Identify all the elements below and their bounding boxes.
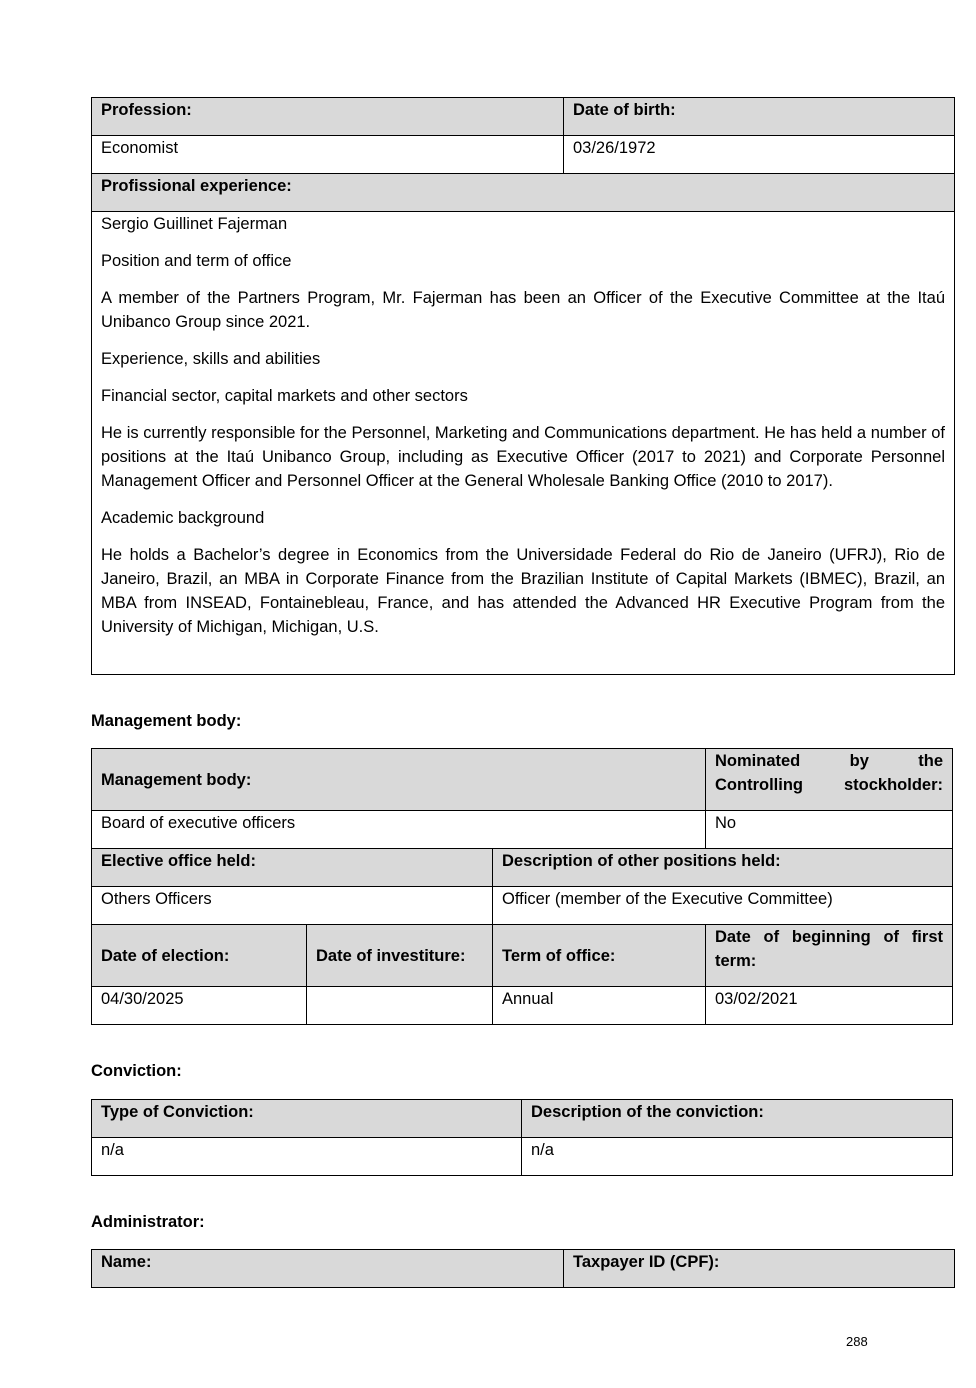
other-positions-label: Description of other positions held: (493, 849, 953, 887)
experience-paragraph: A member of the Partners Program, Mr. Fajerman has been an Officer of the Executive Committee at the Itaú Unibanco Group since 2021. (101, 289, 945, 331)
election-date-label: Date of election: (92, 925, 307, 987)
first-term-value: 03/02/2021 (706, 987, 953, 1025)
term-label: Term of office: (493, 925, 706, 987)
conviction-description-value: n/a (522, 1138, 953, 1176)
birth-date-value: 03/26/1972 (564, 136, 955, 174)
experience-heading: Academic background (101, 509, 265, 527)
elective-office-value: Others Officers (92, 887, 493, 925)
experience-label: Profissional experience: (92, 174, 955, 212)
term-value: Annual (493, 987, 706, 1025)
nominated-value: No (706, 811, 953, 849)
management-section-title: Management body: (91, 712, 242, 730)
experience-heading: Position and term of office (101, 252, 292, 270)
page-number: 288 (846, 1334, 868, 1349)
experience-heading: Experience, skills and abilities (101, 350, 321, 368)
election-date-value: 04/30/2025 (92, 987, 307, 1025)
elective-office-label: Elective office held: (92, 849, 493, 887)
nominated-label: Nominated by the Controlling stockholder: (706, 749, 953, 811)
conviction-type-value: n/a (92, 1138, 522, 1176)
administrator-cpf-label: Taxpayer ID (CPF): (564, 1250, 955, 1288)
conviction-description-label: Description of the conviction: (522, 1100, 953, 1138)
administrator-name-label: Name: (92, 1250, 564, 1288)
investiture-date-value (307, 987, 493, 1025)
other-positions-value: Officer (member of the Executive Committee) (493, 887, 953, 925)
administrator-table (91, 1249, 955, 1288)
experience-content (92, 212, 955, 675)
management-table (91, 748, 953, 1025)
management-body-value: Board of executive officers (92, 811, 706, 849)
conviction-table (91, 1099, 953, 1176)
conviction-type-label: Type of Conviction: (92, 1100, 522, 1138)
first-term-label: Date of beginning of first term: (706, 925, 953, 987)
experience-paragraph: Financial sector, capital markets and other sectors (101, 387, 468, 405)
birth-date-label: Date of birth: (564, 98, 955, 136)
profile-table (91, 97, 955, 675)
profession-value: Economist (92, 136, 564, 174)
profession-label: Profession: (92, 98, 564, 136)
administrator-section-title: Administrator: (91, 1213, 205, 1231)
conviction-section-title: Conviction: (91, 1062, 182, 1080)
management-body-label: Management body: (92, 749, 706, 811)
experience-paragraph: He is currently responsible for the Personnel, Marketing and Communications department. He has held a number of positions at the Itaú Unibanco Group, including as Executive Officer (2017 to 2021) and Corporate Personnel Management Officer and Personnel Officer at the General Wholesale Banking Office (2010 to 2017). (101, 424, 945, 490)
experience-name: Sergio Guillinet Fajerman (101, 215, 288, 233)
experience-paragraph: He holds a Bachelor’s degree in Economics from the Universidade Federal do Rio de Janeiro (UFRJ), Rio de Janeiro, Brazil, an MBA in Corporate Finance from the Brazilian Institute of Capital Markets (IBMEC), Brazil, an MBA from INSEAD, Fontainebleau, France, and has attended the Advanced HR Executive Program from the University of Michigan, Michigan, U.S. (101, 546, 945, 636)
investiture-date-label: Date of investiture: (307, 925, 493, 987)
